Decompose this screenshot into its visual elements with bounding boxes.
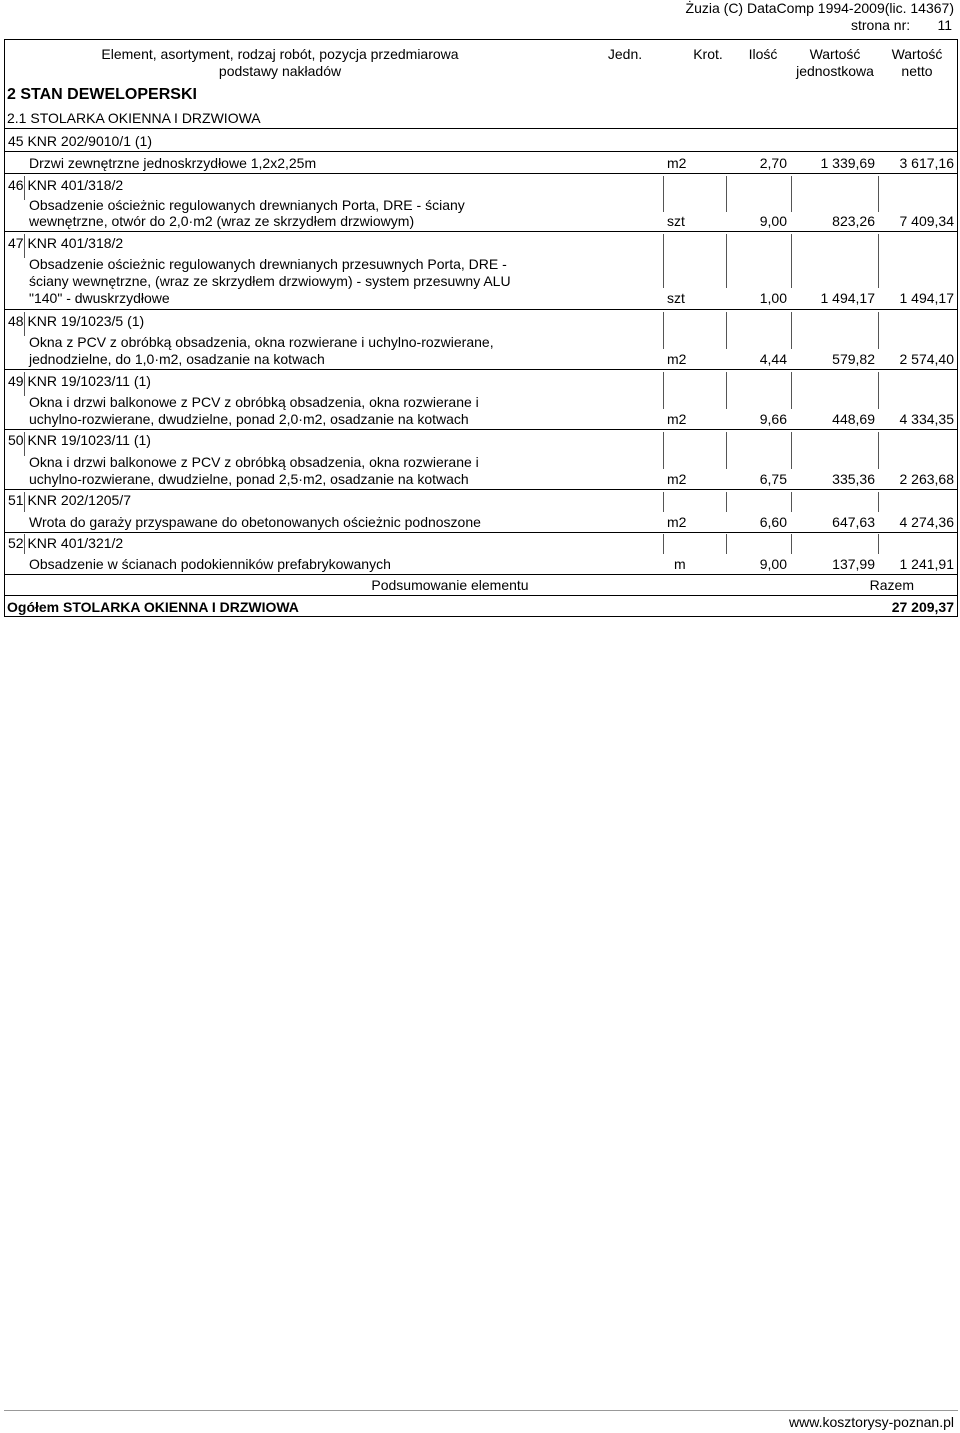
guide-line: [663, 492, 664, 512]
item-unit: m2: [667, 351, 687, 367]
software-info: Żuzia (C) DataComp 1994-2009(lic. 14367): [685, 0, 954, 16]
col-element-header: Element, asortyment, rodzaj robót, pozycja przedmiarowa: [101, 46, 459, 62]
guide-line: [791, 372, 792, 409]
row-divider: [4, 173, 958, 174]
table-left-border: [4, 39, 5, 617]
item-unit-price: 1 494,17: [820, 290, 875, 306]
item-position: 45 KNR 202/9010/1 (1): [8, 133, 152, 149]
item-unit: m2: [667, 411, 687, 427]
guide-line: [24, 176, 25, 200]
subsection-title: 2.1 STOLARKA OKIENNA I DRZWIOWA: [7, 110, 261, 126]
item-description: "140" - dwuskrzydłowe: [29, 290, 170, 306]
item-quantity: 9,66: [759, 411, 787, 427]
item-unit: m: [674, 556, 686, 572]
guide-line: [24, 234, 25, 258]
guide-line: [663, 534, 664, 554]
item-value: 3 617,16: [899, 155, 954, 171]
item-value: 1 241,91: [899, 556, 954, 572]
item-unit-price: 579,82: [832, 351, 875, 367]
guide-line: [726, 492, 727, 512]
item-position: 48 KNR 19/1023/5 (1): [8, 313, 145, 329]
item-description: jednodzielne, do 1,0·m2, osadzanie na kotwach: [29, 351, 325, 367]
guide-line: [24, 492, 25, 512]
guide-line: [726, 234, 727, 288]
col-net-value-header: Wartość: [891, 46, 943, 62]
page-number: 11: [937, 17, 952, 33]
item-unit: szt: [667, 290, 685, 306]
guide-line: [791, 312, 792, 349]
guide-line: [791, 534, 792, 554]
item-description: Obsadzenie ościeżnic regulowanych drewnianych przesuwnych Porta, DRE -: [29, 256, 507, 272]
item-unit-price: 1 339,69: [820, 155, 875, 171]
item-description: Wrota do garaży przyspawane do obetonowanych ościeżnic podnoszone: [29, 514, 481, 530]
guide-line: [726, 534, 727, 554]
item-quantity: 6,60: [759, 514, 787, 530]
guide-line: [791, 492, 792, 512]
row-divider: [4, 231, 958, 232]
summary-divider: [4, 595, 958, 596]
row-divider: [4, 574, 958, 575]
col-unit-value-header-sub: jednostkowa: [796, 63, 874, 79]
table-right-border: [957, 39, 958, 617]
row-divider: [4, 429, 958, 430]
guide-line: [726, 372, 727, 409]
guide-line: [878, 534, 879, 554]
item-unit: m2: [667, 471, 687, 487]
item-description: ściany wewnętrzne, (wraz ze skrzydłem drzwiowym) - system przesuwny ALU: [29, 273, 511, 289]
item-unit-price: 647,63: [832, 514, 875, 530]
item-unit-price: 823,26: [832, 213, 875, 229]
item-value: 1 494,17: [899, 290, 954, 306]
item-unit-price: 335,36: [832, 471, 875, 487]
item-quantity: 4,44: [759, 351, 787, 367]
col-unit-header: Jedn.: [607, 46, 643, 62]
summary-label: Podsumowanie elementu: [371, 577, 529, 593]
guide-line: [24, 372, 25, 396]
item-unit: m2: [667, 155, 687, 171]
item-description: uchylno-rozwierane, dwudzielne, ponad 2,0·m2, osadzanie na kotwach: [29, 411, 469, 427]
guide-line: [878, 492, 879, 512]
item-description: Obsadzenie w ścianach podokienników prefabrykowanych: [29, 556, 391, 572]
item-quantity: 9,00: [759, 213, 787, 229]
item-position: 49 KNR 19/1023/11 (1): [8, 373, 151, 389]
item-value: 7 409,34: [899, 213, 954, 229]
item-description: Drzwi zewnętrzne jednoskrzydłowe 1,2x2,25m: [29, 155, 317, 171]
row-divider: [4, 489, 958, 490]
item-quantity: 2,70: [759, 155, 787, 171]
guide-line: [663, 176, 664, 212]
section-title: 2 STAN DEWELOPERSKI: [7, 86, 197, 103]
guide-line: [791, 176, 792, 212]
col-krot-header: Krot.: [693, 46, 723, 62]
col-net-value-header-sub: netto: [901, 63, 933, 79]
item-quantity: 6,75: [759, 471, 787, 487]
subsection-divider: [4, 128, 958, 129]
guide-line: [878, 312, 879, 349]
summary-razem: Razem: [869, 577, 914, 593]
guide-line: [24, 432, 25, 456]
guide-line: [878, 234, 879, 288]
guide-line: [726, 432, 727, 469]
row-divider: [4, 532, 958, 533]
footer-website: www.kosztorysy-poznan.pl: [789, 1414, 954, 1430]
col-qty-header: Ilość: [748, 46, 778, 62]
item-description: Obsadzenie ościeżnic regulowanych drewnianych Porta, DRE - ściany: [29, 197, 465, 213]
guide-line: [791, 234, 792, 288]
item-position: 51 KNR 202/1205/7: [8, 492, 131, 508]
guide-line: [878, 176, 879, 212]
footer-line: [4, 1410, 958, 1411]
guide-line: [726, 312, 727, 349]
item-description: wewnętrzne, otwór do 2,0·m2 (wraz ze skrzydłem drzwiowym): [29, 213, 415, 229]
item-value: 2 263,68: [899, 471, 954, 487]
item-unit: m2: [667, 514, 687, 530]
table-bottom-border: [4, 616, 958, 617]
item-unit-price: 448,69: [832, 411, 875, 427]
item-position: 47 KNR 401/318/2: [8, 235, 124, 251]
guide-line: [663, 312, 664, 349]
guide-line: [24, 534, 25, 554]
row-divider: [4, 369, 958, 370]
guide-line: [663, 372, 664, 409]
col-unit-value-header: Wartość: [809, 46, 861, 62]
table-top-border: [4, 39, 958, 40]
total-value: 27 209,37: [891, 599, 954, 615]
item-value: 2 574,40: [899, 351, 954, 367]
row-divider: [4, 309, 958, 310]
guide-line: [663, 234, 664, 288]
item-value: 4 274,36: [899, 514, 954, 530]
guide-line: [726, 176, 727, 212]
item-position: 50 KNR 19/1023/11 (1): [8, 432, 151, 448]
guide-line: [663, 432, 664, 469]
item-description: uchylno-rozwierane, dwudzielne, ponad 2,5·m2, osadzanie na kotwach: [29, 471, 469, 487]
total-label: Ogółem STOLARKA OKIENNA I DRZWIOWA: [7, 599, 299, 615]
guide-line: [878, 372, 879, 409]
item-description: Okna z PCV z obróbką obsadzenia, okna rozwierane i uchylno-rozwierane,: [29, 334, 494, 350]
item-position: 46 KNR 401/318/2: [8, 177, 124, 193]
guide-line: [878, 432, 879, 469]
col-element-header-sub: podstawy nakładów: [218, 63, 342, 79]
item-description: Okna i drzwi balkonowe z PCV z obróbką obsadzenia, okna rozwierane i: [29, 454, 479, 470]
page-number-label: strona nr:: [851, 17, 911, 33]
guide-line: [24, 312, 25, 336]
item-position: 52 KNR 401/321/2: [8, 535, 124, 551]
item-unit-price: 137,99: [832, 556, 875, 572]
item-quantity: 1,00: [759, 290, 787, 306]
item-quantity: 9,00: [759, 556, 787, 572]
item-value: 4 334,35: [899, 411, 954, 427]
row-divider: [4, 151, 958, 152]
item-description: Okna i drzwi balkonowe z PCV z obróbką obsadzenia, okna rozwierane i: [29, 394, 479, 410]
guide-line: [791, 432, 792, 469]
item-unit: szt: [667, 213, 685, 229]
